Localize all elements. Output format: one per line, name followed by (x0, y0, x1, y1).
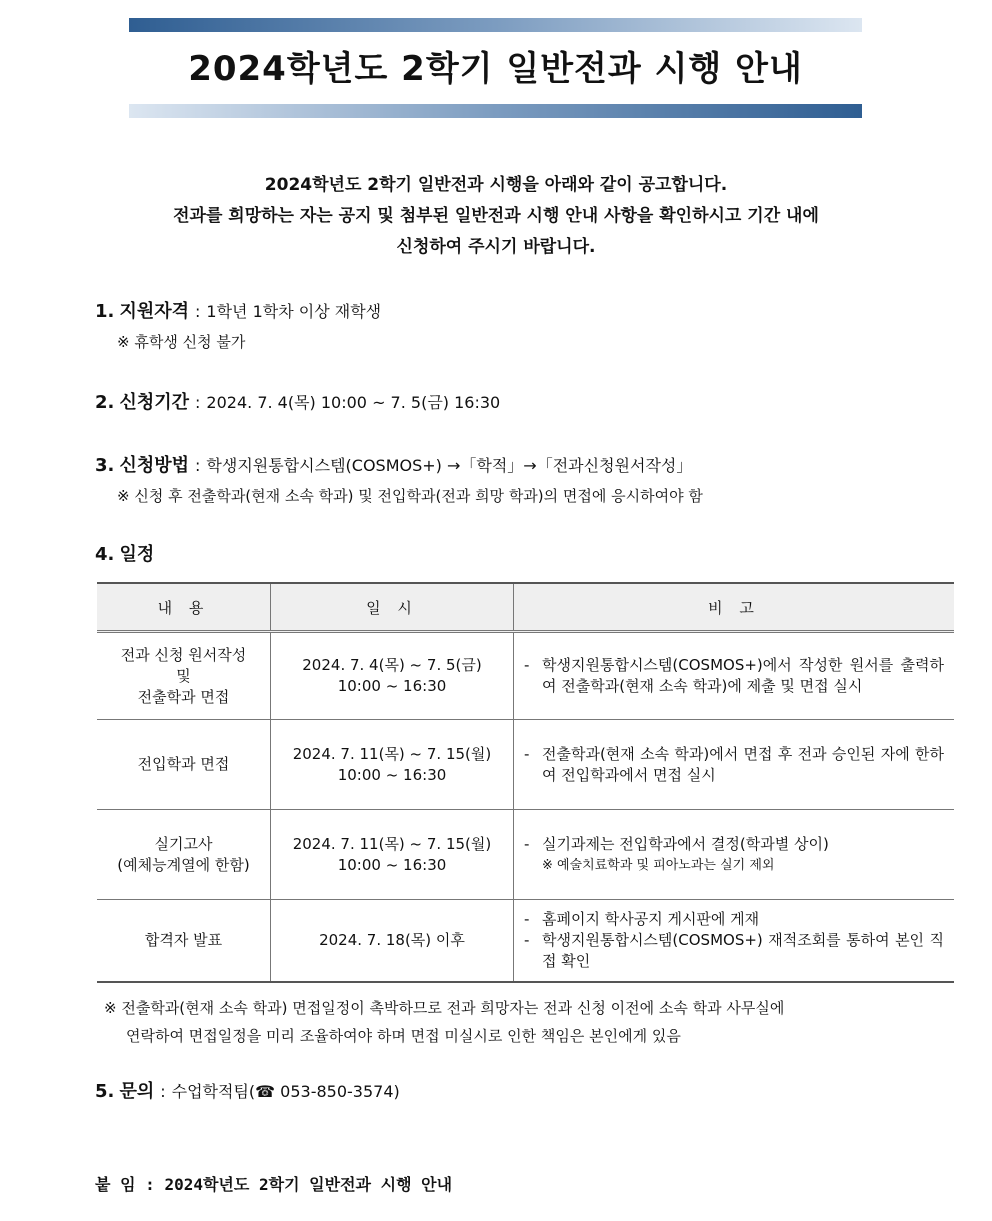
intro-text (60, 170, 932, 263)
section-number: 2. (95, 392, 115, 413)
cell-content: 합격자 발표 (97, 900, 271, 982)
cell-content: 전입학과 면접 (97, 720, 271, 810)
method-note: ※ 신청 후 전출학과(현재 소속 학과) 및 전입학과(전과 희망 학과)의 면접에 응시하여야 함 (117, 487, 703, 505)
intro-line: 2024학년도 2학기 일반전과 시행을 아래와 같이 공고합니다. (264, 175, 728, 195)
table-row (97, 632, 954, 720)
section-method: 3. 신청방법 : 학생지원통합시스템(COSMOS+) →「학적」→「전과신청원서작성」 (95, 455, 693, 476)
header-remarks: 비 고 (514, 583, 955, 632)
table-row (97, 810, 954, 900)
section-period: 2. 신청기간 : 2024. 7. 4(목) 10:00 ~ 7. 5(금) 16:30 (95, 392, 501, 413)
cell-date: 2024. 7. 18(목) 이후 (271, 900, 514, 982)
schedule-table (97, 582, 954, 983)
table-row (97, 900, 954, 982)
intro-line: 전과를 희망하는 자는 공지 및 첨부된 일반전과 시행 안내 사항을 확인하시고 기간 내에 (173, 206, 819, 226)
section-value: 2024. 7. 4(목) 10:00 ~ 7. 5(금) 16:30 (206, 393, 501, 412)
intro-line: 신청하여 주시기 바랍니다. (396, 237, 596, 257)
cell-remarks: - 홈페이지 학사공지 게시판에 게재 - 학생지원통합시스템(COSMOS+) 재적조회를 통하여 본인 직접 확인 (514, 900, 955, 982)
cell-remarks: - 실기과제는 전입학과에서 결정(학과별 상이) ※ 예술치료학과 및 피아노과는 실기 제외 (514, 810, 955, 900)
header-content: 내 용 (97, 583, 271, 632)
section-label: 문의 (119, 1081, 155, 1102)
cell-remarks: - 학생지원통합시스템(COSMOS+)에서 작성한 원서를 출력하여 전출학과(현재 소속 학과)에 제출 및 면접 실시 (514, 632, 955, 720)
cell-date: 2024. 7. 11(목) ~ 7. 15(월) 10:00 ~ 16:30 (271, 810, 514, 900)
section-schedule (95, 541, 154, 569)
schedule-footnote (104, 994, 924, 1050)
section-number: 1. (95, 301, 115, 322)
cell-remarks: - 전출학과(현재 소속 학과)에서 면접 후 전과 승인된 자에 한하여 전입학과에서 면접 실시 (514, 720, 955, 810)
section-number: 3. (95, 455, 115, 476)
section-number: 5. (95, 1081, 115, 1102)
table-header-row (97, 583, 954, 632)
section-value: 학생지원통합시스템(COSMOS+) →「학적」→「전과신청원서작성」 (206, 456, 693, 475)
eligibility-note: ※ 휴학생 신청 불가 (117, 333, 246, 351)
cell-date: 2024. 7. 11(목) ~ 7. 15(월) 10:00 ~ 16:30 (271, 720, 514, 810)
section-number: 4. (95, 544, 115, 565)
page-title: 2024학년도 2학기 일반전과 시행 안내 (188, 49, 803, 89)
footnote-line: 연락하여 면접일정을 미리 조율하여야 하며 면접 미실시로 인한 책임은 본인에게 있음 (126, 1027, 681, 1045)
section-value: 수업학적팀(☎ 053-850-3574) (171, 1082, 400, 1101)
practical-exam-note: ※ 예술치료학과 및 피아노과는 실기 제외 (542, 857, 775, 873)
cell-content: 전과 신청 원서작성 및 전출학과 면접 (97, 632, 271, 720)
header-date: 일 시 (271, 583, 514, 632)
section-label: 일정 (119, 544, 155, 565)
footnote-line: ※ 전출학과(현재 소속 학과) 면접일정이 촉박하므로 전과 희망자는 전과 신청 이전에 소속 학과 사무실에 (104, 999, 785, 1017)
title-bottom-bar (129, 104, 862, 118)
section-label: 신청기간 (119, 392, 190, 413)
cell-content: 실기고사 (예체능계열에 한함) (97, 810, 271, 900)
section-label: 지원자격 (119, 301, 190, 322)
table-row (97, 720, 954, 810)
section-value: 1학년 1학차 이상 재학생 (206, 302, 382, 321)
attachment-line: 붙 임 : 2024학년도 2학기 일반전과 시행 안내 (95, 1175, 453, 1194)
cell-date: 2024. 7. 4(목) ~ 7. 5(금) 10:00 ~ 16:30 (271, 632, 514, 720)
section-contact: 5. 문의 : 수업학적팀(☎ 053-850-3574) (95, 1081, 400, 1102)
section-label: 신청방법 (119, 455, 190, 476)
title-top-bar (129, 18, 862, 32)
section-eligibility: 1. 지원자격 : 1학년 1학차 이상 재학생 (95, 301, 382, 322)
